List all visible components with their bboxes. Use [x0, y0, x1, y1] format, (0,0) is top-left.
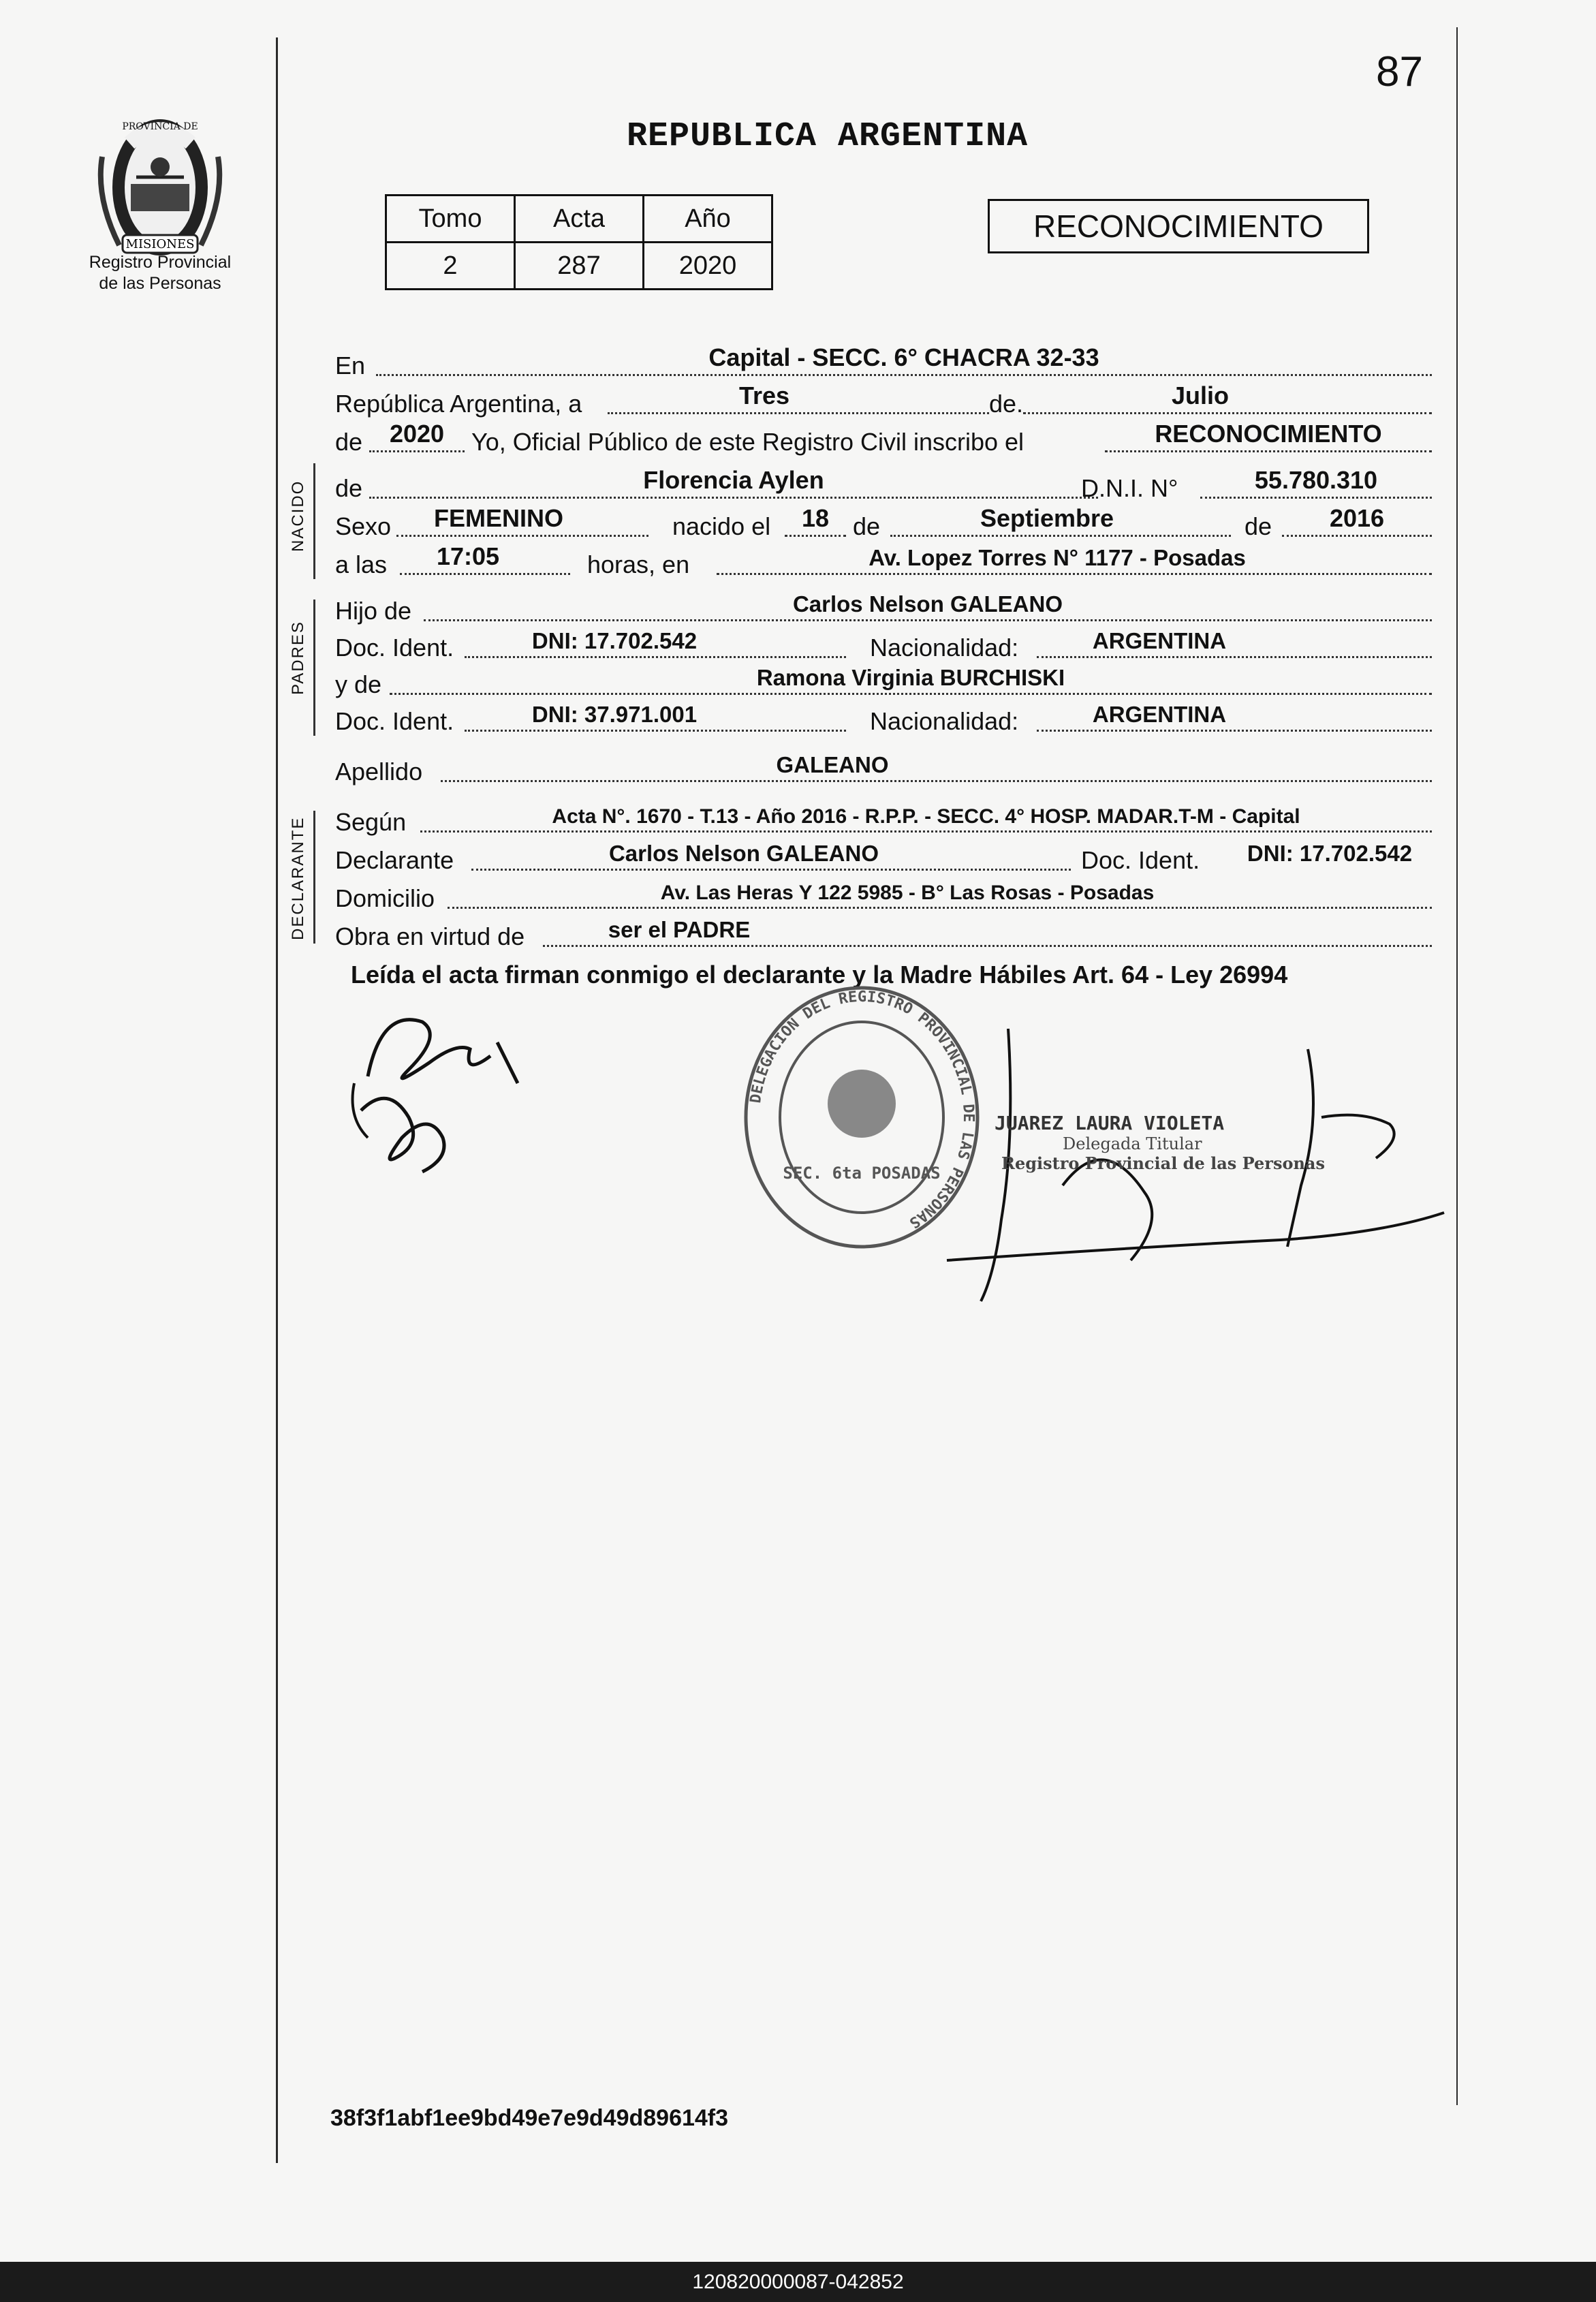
value-lugar: Capital - SECC. 6° CHACRA 32-33: [708, 343, 1099, 371]
label-de: de: [335, 428, 363, 456]
row-anio-tipo: [335, 417, 1432, 458]
declarant-signature: [341, 981, 545, 1185]
label-domicilio: Domicilio: [335, 884, 435, 912]
value-padre-doc: DNI: 17.702.542: [531, 628, 698, 653]
dotted-line: [390, 693, 1432, 695]
closing-statement: Leída el acta firman conmigo el declarante y la Madre Hábiles Art. 64 - Ley 26994: [351, 961, 1288, 989]
dotted-line: [1037, 730, 1432, 732]
dotted-line: [369, 497, 1098, 499]
row-domicilio: [335, 873, 1432, 914]
dotted-line: [465, 730, 846, 732]
value-tipo: RECONOCIMIENTO: [1155, 420, 1382, 448]
value-lugar-nacimiento: Av. Lopez Torres N° 1177 - Posadas: [869, 545, 1246, 570]
value-declarante-doc: DNI: 17.702.542: [1247, 841, 1413, 866]
stamp-ring-text: DELEGACION DEL REGISTRO PROVINCIAL DE LAS PERSONAS: [747, 988, 977, 1232]
row-nombre: [335, 463, 1432, 504]
dotted-line: [543, 945, 1432, 947]
meta-value-acta: 287: [515, 243, 644, 290]
row-apellido: [335, 747, 1432, 788]
value-madre-nacionalidad: ARGENTINA: [1092, 702, 1227, 727]
official-role: Delegada Titular: [1063, 1134, 1202, 1153]
meta-header-acta: Acta: [515, 196, 644, 243]
value-apellido: GALEANO: [776, 752, 889, 777]
label-nacionalidad: Nacionalidad:: [870, 707, 1019, 735]
value-madre-doc: DNI: 37.971.001: [531, 702, 698, 727]
dotted-line: [1200, 497, 1432, 499]
label-obra: Obra en virtud de: [335, 922, 525, 950]
section-label-declarante: DECLARANTE: [289, 816, 307, 940]
value-obra: ser el PADRE: [608, 917, 751, 942]
value-sexo: FEMENINO: [433, 504, 563, 532]
dotted-line: [400, 573, 570, 575]
dotted-line: [1023, 412, 1432, 414]
section-bar: [313, 600, 315, 736]
dotted-line: [420, 830, 1432, 833]
official-org: Registro Provincial de las Personas: [1001, 1153, 1325, 1173]
value-dia-nacimiento: 18: [801, 504, 830, 532]
dotted-line: [608, 412, 989, 414]
label-nacido-el: nacido el: [672, 512, 771, 540]
row-segun: [335, 797, 1432, 838]
label-declarante: Declarante: [335, 846, 454, 874]
label-doc-ident: Doc. Ident.: [1081, 846, 1200, 874]
label-de: de: [1245, 512, 1272, 540]
value-mes: Julio: [1171, 382, 1229, 409]
value-madre: Ramona Virginia BURCHISKI: [756, 665, 1065, 690]
value-hora: 17:05: [436, 542, 500, 570]
registry-line-2: de las Personas: [99, 274, 221, 293]
left-margin-line: [276, 37, 278, 2163]
label-apellido: Apellido: [335, 758, 423, 786]
dotted-line: [1037, 656, 1432, 658]
label-y-de: y de: [335, 670, 382, 698]
label-doc-ident: Doc. Ident.: [335, 634, 454, 662]
footer-bar: [0, 2262, 1596, 2302]
section-bar: [313, 463, 315, 579]
label-en: En: [335, 352, 366, 379]
dotted-line: [1105, 450, 1432, 452]
acta-meta-table: [385, 194, 773, 290]
row-hora-lugar: [335, 540, 1432, 580]
label-nacionalidad: Nacionalidad:: [870, 634, 1019, 662]
footer-code: 120820000087-042852: [692, 2271, 904, 2293]
dotted-line: [471, 869, 1071, 871]
label-de: de: [853, 512, 881, 540]
meta-value-anio: 2020: [644, 243, 772, 290]
official-stamp-text: [995, 1112, 1376, 1173]
dotted-line: [448, 907, 1432, 909]
document-hash: 38f3f1abf1ee9bd49e7e9d49d89614f3: [330, 2105, 729, 2131]
label-de: de.: [989, 390, 1024, 418]
label-yo-oficial: Yo, Oficial Público de este Registro Civil inscribo el: [471, 428, 1024, 456]
seal-top-text: PROVINCIA DE: [122, 121, 198, 132]
value-dia: Tres: [738, 382, 790, 409]
dotted-line: [376, 374, 1432, 376]
label-doc-ident: Doc. Ident.: [335, 707, 454, 735]
meta-header-anio: Año: [644, 196, 772, 243]
dotted-line: [785, 535, 846, 537]
dotted-line: [717, 573, 1432, 575]
row-padre-doc: [335, 623, 1432, 664]
stamp-inner-text: SEC. 6ta POSADAS: [783, 1164, 941, 1183]
value-segun: Acta N°. 1670 - T.13 - Año 2016 - R.P.P. - SECC. 4° HOSP. MADAR.T-M - Capital: [552, 805, 1300, 828]
row-madre-doc: [335, 696, 1432, 737]
page-number: 87: [1376, 48, 1423, 95]
dotted-line: [424, 619, 1432, 621]
value-mes-nacimiento: Septiembre: [980, 504, 1114, 532]
dotted-line: [1282, 535, 1432, 537]
row-obra: [335, 912, 1432, 952]
label-de: de: [335, 474, 363, 502]
registry-line-1: Registro Provincial: [89, 253, 232, 272]
document-title: REPUBLICA ARGENTINA: [627, 117, 1029, 156]
section-label-padres: PADRES: [289, 621, 307, 695]
row-fecha-inscripcion: [335, 379, 1432, 420]
value-padre-nacionalidad: ARGENTINA: [1092, 628, 1227, 653]
meta-value-tomo: 2: [386, 243, 515, 290]
dotted-line: [369, 450, 465, 452]
label-republica: República Argentina, a: [335, 390, 582, 418]
registry-caption: [54, 252, 266, 294]
row-sexo-nacimiento: [335, 501, 1432, 542]
value-padre: Carlos Nelson GALEANO: [792, 591, 1063, 617]
label-horas-en: horas, en: [587, 550, 690, 578]
meta-header-tomo: Tomo: [386, 196, 515, 243]
value-anio: 2020: [389, 420, 445, 448]
row-declarante: [335, 835, 1432, 876]
row-lugar: [335, 341, 1432, 382]
label-a-las: a las: [335, 550, 388, 578]
value-declarante: Carlos Nelson GALEANO: [608, 841, 879, 866]
row-padre: [335, 586, 1432, 627]
dotted-line: [396, 535, 648, 537]
dotted-line: [890, 535, 1231, 537]
seal-bottom-text: MISIONES: [125, 237, 195, 251]
provincia-misiones-seal-icon: [82, 102, 238, 266]
value-dni: 55.780.310: [1254, 466, 1378, 494]
section-label-nacido: NACIDO: [289, 480, 307, 552]
row-madre: [335, 659, 1432, 700]
label-dni: D.N.I. N°: [1081, 474, 1178, 502]
value-nombre: Florencia Aylen: [643, 466, 824, 494]
value-anio-nacimiento: 2016: [1329, 504, 1385, 532]
label-segun: Según: [335, 808, 407, 836]
section-bar: [313, 811, 315, 944]
label-sexo: Sexo: [335, 512, 392, 540]
label-hijo-de: Hijo de: [335, 597, 412, 625]
document-type-box: RECONOCIMIENTO: [988, 199, 1369, 253]
dotted-line: [465, 656, 846, 658]
official-name: JUAREZ LAURA VIOLETA: [995, 1112, 1225, 1134]
value-domicilio: Av. Las Heras Y 122 5985 - B° Las Rosas - Posadas: [660, 882, 1155, 904]
dotted-line: [441, 780, 1432, 782]
